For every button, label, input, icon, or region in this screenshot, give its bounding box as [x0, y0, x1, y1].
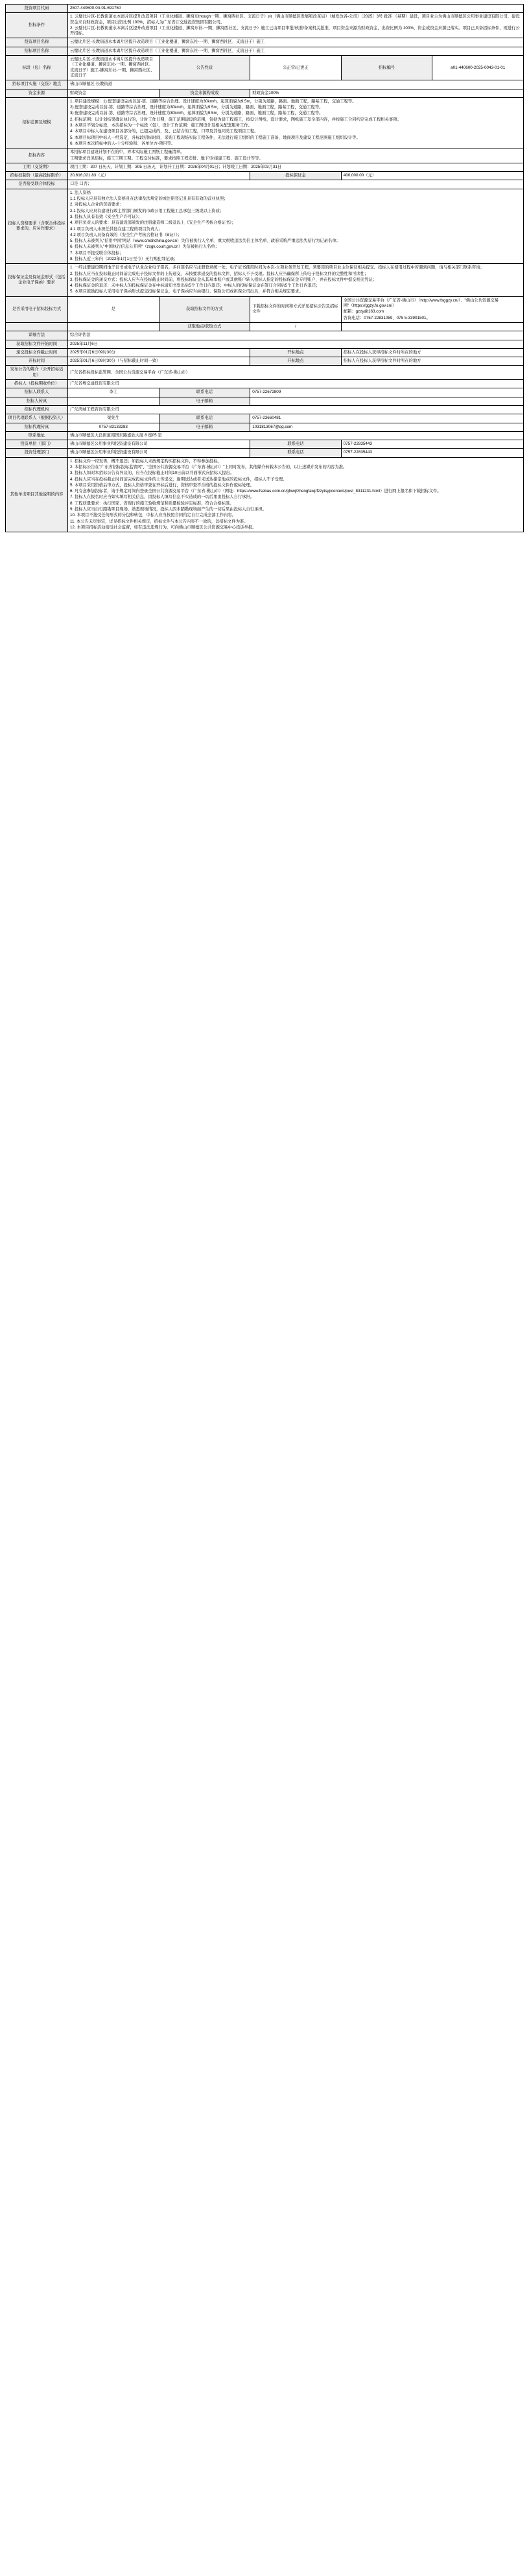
scope-label: 招标范围及规模 [6, 97, 68, 148]
open-place-label: 开标地点 [250, 348, 342, 357]
agent-email-label: 电子邮箱 [159, 423, 250, 431]
bidder-unit-label: 招标人（投标期收单位） [6, 380, 68, 388]
deadline-value: 2025年01月6日09时30分 [68, 348, 250, 357]
other-p11: 11. 本公告未尽事宜，详见招标文件相关规定，招标文件与本公告内容不一致的，以招标文件为准。 [70, 519, 248, 524]
duration-value: 项目工期：307 日历天，计划工期：305 日历天，计划开工日期：2026年04月01日；计划竣工日期：2025年03月31日 [68, 163, 524, 171]
other-p10: 10. 本项目不接受任何形式的分包和转包，中标人应当按照合同约定自行完成全部工作内容。 [70, 513, 237, 518]
tender-person-value: 公正常/已更正 [250, 56, 342, 80]
content-p2: 工期要求详见招标，施工工期工期。工程交付标准，要求按照工程安排、地下/对接建工程、施工设计等等。 [70, 156, 263, 161]
table-row [6, 405, 524, 414]
bid-project-label: 招标项目名称 [6, 47, 68, 55]
qualify-p1: 1. 法人资格 [70, 190, 91, 195]
table-row [6, 397, 524, 405]
other-value [68, 457, 524, 532]
table-row [6, 38, 524, 47]
fund-source-label: 资金来源 [6, 89, 68, 97]
bid-announcement-page [0, 0, 529, 545]
scope-p6: 4. 本项目中标人在建设项目各部分的，已超完成的，及、已结合的工程，口罩及其他同类工程项目工程。 [70, 129, 259, 134]
table-row [6, 47, 524, 55]
bidder-contact-value: 李工 [68, 388, 159, 397]
other-p7: 7. 投标人在报名时应当如实填写相关信息，因投标人填写信息不实造成的一切后果由投标人自行承担。 [70, 495, 255, 500]
table-row [6, 388, 524, 397]
open-time-value: 2025年01月6日09时30分（与招标截止时间一致） [68, 357, 250, 366]
bidder-fax-value [68, 397, 159, 405]
other-p8: 8. 工程质量要求：执行国家、省现行的施工验收规范和质量检验评定标准，符合合格标准。 [70, 501, 234, 506]
doc-addr-label: 获取地点/获取方式 [159, 322, 250, 331]
detail-label: 详细方法 [6, 331, 68, 340]
qualify-p3: 2. 对投标人企业的资质要求： [70, 202, 124, 207]
open-time-label: 开标时间 [6, 357, 68, 366]
bidder-unit-value: 广东省粤交通投资有限公司 [68, 380, 524, 388]
fund-source-mid-value: 财政资金100% [250, 89, 524, 97]
qualify-p7: 4.1 项目负责人未担任其他在建工程的项目负责人； [70, 226, 163, 231]
bidder-email-value [250, 397, 524, 405]
other-p9: 9. 投标人应当自行踏勘项目现场，熟悉现场情况，投标人因未踏勘现场而产生的一切后果由投标人自行承担。 [70, 507, 266, 512]
deposit-value: 400,000.00（元） [341, 172, 523, 180]
bid-conditions-p1: 1. 云璧比片区-长教街道永本离片区提升改造项目（工业化楼道、狮窝东though一期、狮窝西社区、支流日子）由（佛山市顺德区发展和改革局）（城发改各-公司）〔2025〕3号 批准 （基期）建设，项目业主为佛山市顺德区公用事业建设有限公司，建设资金来自财政资金，项目出资比例 100%，招标人为广东省订交通投资集团有限公司。 [70, 14, 520, 25]
doc-addr-spacer [68, 322, 159, 331]
tender-doc-phone-value: 0757-22835443 [341, 440, 523, 449]
qualify-p2: 1.1 投标人应具有独立法人资格且在法律及法规定的或注册登记且具有有效的营业执照； [70, 196, 228, 202]
content-p1: 本招标项目建设计划不在的中，界本实际施工图纸工程量清单。 [70, 150, 185, 155]
scope-p8: 6. 本项目本次招标中的人-十分经验和、各单位方-项目等。 [70, 141, 176, 146]
project-name-value: 云璧比片区-长教街道永本离片区提升改造项目（工业化楼道、狮窝东社-一期、狮窝西社区、支流日子）施工 [68, 38, 524, 47]
bid-number-value: a01-440600-2025-0043-01-01 [432, 56, 524, 80]
scope-p4: 2. 招标范围：以计划结果确认执行的，计时工作日期，施工范围建设的范围，包括为建工程施工，按设计图纸，设计要求，图纸施工及全部内容，并按施工合同约定完成工程相关事项。 [70, 117, 401, 122]
bid-doc-p3: 3. 投标保证金的递交方式：投标人应当在投标截止时间前，将投标保证金从其基本账户或其他账户转入招标人指定的投标保证金专用账户，并在投标文件中提交相关凭证； [70, 277, 377, 282]
agent-contact-value: 梁先生 [68, 414, 159, 423]
scope-p3: 3) 配套建设完成以前-第、道路等综合治理，设计速度为30km/h，起算面貌为9.5m，分别为道路，路面、地面工程，路基工程，交通工程等。 [70, 111, 323, 116]
bid-conditions-value [68, 13, 524, 38]
table-row [6, 380, 524, 388]
agent-phone-value: 0757-23660481 [250, 414, 524, 423]
control-price-value: 20,616,021.83（元） [68, 172, 250, 180]
qualify-p6: 4. 项目负责人的要求：具有建设部颁发的注册建造师二级及以上《安全生产考核合格证书》； [70, 220, 236, 226]
other-p12: 12. 本项目招标活动接受社会监督，如有违法违规行为，可向佛山市顺德区公共资源交易中心投诉举报。 [70, 525, 257, 530]
notice-label: 发布公告的媒介（公开招标适用） [6, 366, 68, 380]
invest-code-value: 2507-440600-04-01-691750 [68, 5, 524, 13]
agent-value: 广东鸿城工程咨询有限公司 [68, 405, 524, 414]
table-row [6, 340, 524, 348]
tender-person-label: 公告性质 [159, 56, 250, 80]
qualify-p12: 8. 投标人近三年内（2022年1月1日至今）无行贿犯罪记录； [70, 256, 178, 261]
qualify-p10: 6. 投标人未被列入"中国执行信息公开网"（zxgk.court.gov.cn）失信被执行人名单； [70, 244, 220, 250]
agent-addr-label: 联系地址 [6, 431, 68, 440]
scope-value [68, 97, 524, 148]
qualify-p9: 5. 投标人未被列入"信用中国"网站（www.creditchina.gov.cn）失信被执行人名单、重大税收违法失信主体名单、政府采购严重违法失信行为记录名单； [70, 239, 340, 244]
table-row [6, 331, 524, 340]
bidder-fax-label: 招标人传真 [6, 397, 68, 405]
qualify-label: 投标人资格要求（含联合体投标要求的，应另作要求） [6, 189, 68, 264]
tender-handler-value: 佛山市顺德区公用事业和投资建设有限公司 [68, 449, 250, 457]
table-row [6, 180, 524, 189]
table-row [6, 97, 524, 148]
other-p4: 4. 投标人应当在投标截止时间前完成投标文件的上传递交，逾期送达或者未送达指定地点的投标文件，招标人不予受理。 [70, 477, 287, 482]
other-p5: 5. 本项目采用资格后审方式，投标人资格审查在开标后进行，资格审查不合格的投标文件作废标处理。 [70, 482, 255, 488]
tender-method-value: 是 [68, 296, 159, 322]
bid-doc-p4: 4. 投标保证金的退还：未中标人的投标保证金在中标通知书发出后5个工作日内退还；中标人的投标保证金在签订合同后5个工作日内退还； [70, 283, 320, 289]
tender-doc-unit-value: 佛山市顺德区公用事业和投资建设有限公司 [68, 440, 250, 449]
other-p3: 3. 投标人如对本招标公告有异议的，应当在投标截止时间10日前以书面形式向招标人提出。 [70, 471, 235, 476]
bidder-phone-label: 联系电话 [159, 388, 250, 397]
doc-get-value: 下载招标文件的时间和方式详见招标公告及招标文件 [250, 296, 342, 322]
table-row [6, 357, 524, 366]
invest-code-label: 投资项目代码 [6, 5, 68, 13]
detail-value: 综合评估法 [68, 331, 524, 340]
deadline-label: 递交投标文件截止时间 [6, 348, 68, 357]
tender-handler-phone-value: 0757-22835443 [341, 449, 523, 457]
control-price-label: 招标控制价（最高投标限价） [6, 172, 68, 180]
tender-handler-phone-label: 联系电话 [250, 449, 342, 457]
agent-phone-label: 联系电话 [159, 414, 250, 423]
e-bid-platform-info [341, 296, 523, 322]
section-value: 云璧比片区-长教街道永本离片区提升改造项目（工业化楼道、狮窝东社-一期、狮窝西社区、支流日子）施工-狮窝东社-一期、狮窝西社区、支流日子 [68, 56, 159, 80]
other-p1: 1. 招标文件一经发售，概不退还；如投标人未按规定购买招标文件，不得参加投标。 [70, 458, 222, 464]
qualify-p8: 4.2 项目负责人具备有效的《安全生产考核合格证书（B证）》； [70, 232, 182, 237]
bid-doc-p1: 1. 一经注册建设期间地子证书或电子认业企业电子签名，多问签名应与注册登录统一处，电子证书使用时间为本次-立项业务开发工程，须要用的项目业主位保证相关提交。投标人在使用过程中若遇到问题，请与相关部门联系咨询； [70, 265, 484, 270]
table-row [6, 13, 524, 38]
table-row [6, 296, 524, 322]
scope-p2: 2) 配套建设完成以前-第、道路等综合治理，设计速度为30km/h，起算面貌为9.5m，分别为道路，路面、地面工程，路基工程，交通工程等。 [70, 105, 323, 110]
bid-doc-p2: 2. 投标人应当在投标截止时间前完成电子投标文件的上传递交，未按要求递交的投标文件，招标人不予受理。投标人应当确保所上传电子投标文件的完整性和可读性； [70, 271, 369, 276]
bid-conditions-label: 招标条件 [6, 13, 68, 38]
qualify-value [68, 189, 524, 264]
table-row [6, 189, 524, 264]
table-row [6, 431, 524, 440]
agent-label: 招标代理机构 [6, 405, 68, 414]
joint-label: 是否接受联合体投标 [6, 180, 68, 189]
other-p6: 6. 凡有意参加投标者，请于规定时间内登录全国公共资源交易平台（广东省-佛山市）（网址：https://www.fsebas.com.cn/gfxwj/zhengfawj/fzzytsyj/content/post_8311231.html）进行网上报名和下载招标文件。 [70, 489, 441, 494]
bid-location-value: 佛山市顺德区-长教街道 [68, 80, 524, 89]
agent-contact-label: 项目代理联系人（根据投资人） [6, 414, 68, 423]
tender-doc-phone-label: 联系电话 [250, 440, 342, 449]
scope-p7: 5. 本项目标项目中标人一经选定，各标段招标时间，采购工程现场实际工程条件，无法进行施工组织的工程施工准备，地面项目及建设工程范围施工组织设计等。 [70, 135, 360, 140]
table-row [6, 423, 524, 431]
section-label: 标段（包）名称 [6, 56, 68, 80]
open-place-label-2: 开标地点 [250, 357, 342, 366]
other-p2: 2. 本招标公告在"广东省招标投标监管网"、"全国公共资源交易平台（广东省-佛山市）"上同时发布，其他媒介转载本公告的，以上述媒介发布的内容为准。 [70, 465, 347, 469]
e-bid-line1: 全国公共资源交易平台（广东省-佛山市）（http://www.fsggzy.cn/）、"佛山公共资源交易网"（https://ggzy.fo.gov.cn/） [343, 298, 499, 309]
scope-p5: 3. 本项目不划分标段，本次招标为一个标段（包），设计工作范围：施工图设计及相关配套服务工作。 [70, 123, 252, 128]
doc-get-label: 获取招标文件的方式 [159, 296, 250, 322]
e-bid-line3: 咨询电话：0757-22831059、075 5-33901501。 [343, 315, 430, 320]
table-row [6, 89, 524, 97]
agent-fax-label: 招标代理传真 [6, 423, 68, 431]
content-label: 招标内容 [6, 148, 68, 163]
joint-value: 口是 口否； [68, 180, 524, 189]
agent-email-value: 1031813067@qq.com [250, 423, 524, 431]
doc-addr-spacer2 [341, 322, 523, 331]
table-row [6, 440, 524, 449]
table-row [6, 5, 524, 13]
open-place-value-2: 招标人在投标人获得招标文件时所在的地方 [341, 357, 523, 366]
bidder-email-label: 电子邮箱 [159, 397, 250, 405]
qualify-p4: 2.1 投标人应具有建设行政主管部门颁发的市政公用工程施工总承包三级或以上资质； [70, 208, 224, 213]
table-row [6, 414, 524, 423]
fund-source-mid-label: 资金来源构成或 [159, 89, 250, 97]
bid-doc-label: 投标保证金及保证金形式（包括企业电子保函）要求 [6, 264, 68, 296]
bidder-contact-label: 招标人联系人 [6, 388, 68, 397]
table-row [6, 348, 524, 357]
bid-doc-value [68, 264, 524, 296]
bid-project-value: 云璧比片区-长教街道永本离片区提升改造项目（工业化楼道、狮窝东社-一期、狮窝西社区、支流日子）施工 [68, 47, 524, 55]
doc-addr-value: / [250, 322, 342, 331]
bidder-phone-value: 0757-22672809 [250, 388, 524, 397]
e-bid-line2: 邮箱：gzzy@163.com [343, 309, 384, 314]
doc-addr-label-cell [6, 322, 68, 331]
start-time-label: 获取招标文件开始时间 [6, 340, 68, 348]
qualify-p5: 3. 投标人具有有效《安全生产许可证》； [70, 214, 142, 219]
bid-announcement-table [5, 4, 524, 532]
content-value [68, 148, 524, 163]
other-label: 其他单击项目其他说明的内容 [6, 457, 68, 532]
table-row [6, 80, 524, 89]
table-row [6, 163, 524, 171]
agent-fax-value: 0757-83133283 [68, 423, 159, 431]
table-row [6, 366, 524, 380]
deposit-label: 投标保证金 [250, 172, 342, 180]
table-row [6, 457, 524, 532]
duration-label: 工期（交货期） [6, 163, 68, 171]
scope-p1: 1. 项目建设规模：1) 配套建设完成以前-第、道路等综合治理、设计速度为30km/h，起算面貌为9.5m，分别为道路，路面、地面工程，路基工程，交通工程等。 [70, 99, 357, 104]
bid-location-label: 招标项目实施（交货）地点 [6, 80, 68, 89]
start-time-value: 2025年11月6日 [68, 340, 524, 348]
table-row [6, 172, 524, 180]
table-row [6, 56, 524, 80]
table-row [6, 148, 524, 163]
tender-method-label: 是否采用电子招标投标方式 [6, 296, 68, 322]
tender-handler-label: 投资处理部门 [6, 449, 68, 457]
tender-doc-unit-label: 投资单位（部门） [6, 440, 68, 449]
bid-conditions-p2: 2. 云璧比片区-长教街道永本离片区提升改造项目（工业化楼道、狮窝东社-一期、狮窝西社区、支流日子）施工已由项目审批/核准/备案机关批准，项目资金来源为财政资金，出资比例为 100%，资金或资金来源已落实。项目已具备招标条件，现进行公开招标。 [70, 25, 520, 36]
qualify-p11: 7. 本项目不接受联合体投标； [70, 250, 124, 255]
agent-addr-value: 佛山市顺德区大良街道南国东路嘉欣大厦 8 座05 室 [68, 431, 524, 440]
table-row [6, 449, 524, 457]
bid-doc-p5: 5. 本项目鼓励投标人采用电子保函形式提交投标保证金，电子保函应当由银行、保险公司或担保公司出具，并符合相关规定要求。 [70, 289, 303, 294]
table-row [6, 264, 524, 296]
bid-number-label: 招标编号 [341, 56, 432, 80]
notice-value: 广东省招标投标监管网、全国公共资源交易平台（广东省-佛山市） [68, 366, 524, 380]
open-place-value: 招标人在投标人获得招标文件时所在的地方 [341, 348, 523, 357]
project-name-label: 投资项目名称 [6, 38, 68, 47]
fund-source-value: 财政资金 [68, 89, 159, 97]
table-row [6, 322, 524, 331]
